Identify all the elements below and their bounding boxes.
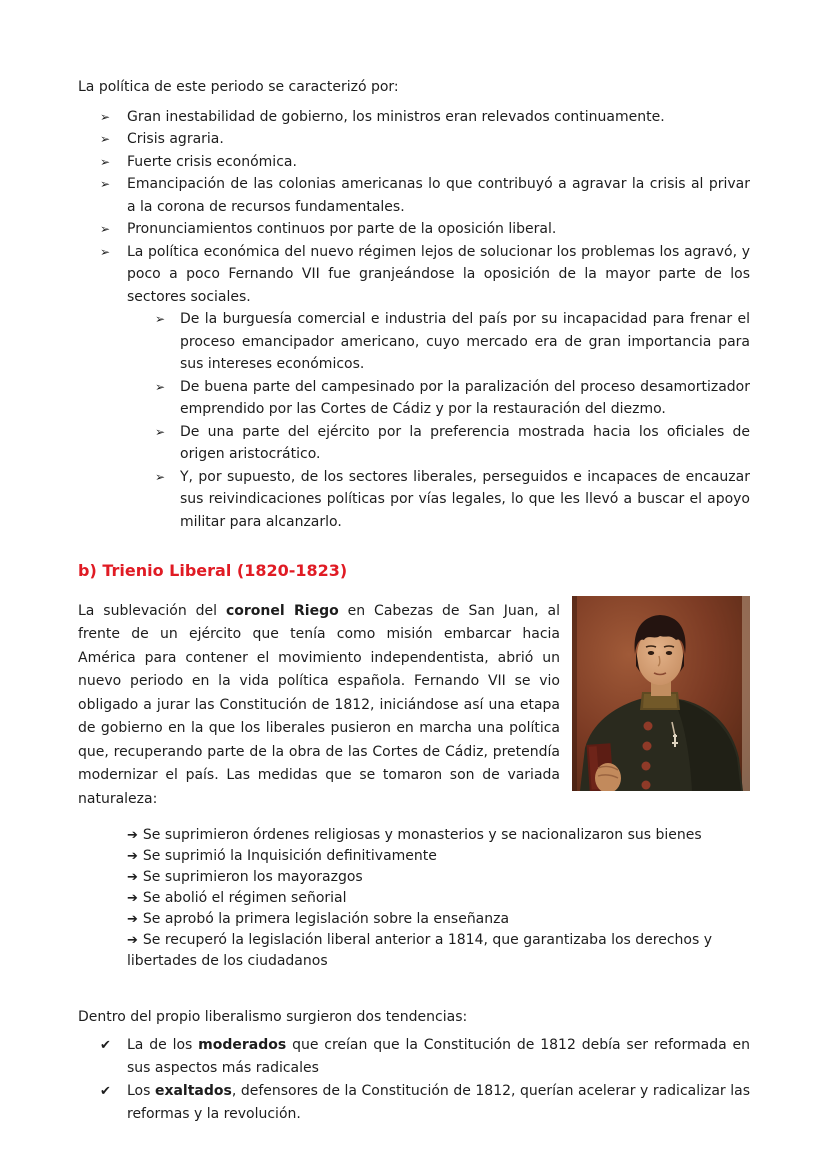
list-item	[78, 1034, 750, 1080]
triangle-bullet-icon: ➢	[155, 312, 166, 326]
list-item	[78, 106, 750, 129]
list-item	[127, 846, 750, 867]
list-item	[78, 376, 750, 421]
arrow-bullet-icon: ➔	[127, 870, 138, 885]
list-item	[78, 151, 750, 174]
list-item-text: Se suprimieron órdenes religiosas y monasterios y se nacionalizaron sus bienes	[142, 827, 702, 843]
item-text: que creían que la Constitución de 1812 debía ser reformada en sus aspectos más radicales	[127, 1036, 750, 1076]
list-item	[127, 888, 750, 909]
arrow-bullet-icon: ➔	[127, 912, 138, 927]
intro-lead: La política de este periodo se caracterizó por:	[78, 79, 399, 95]
trienio-paragraph	[78, 600, 560, 812]
list-item-text: De la burguesía comercial e industria del país por su incapacidad para frenar el proceso emancipador americano, cuyo mercado era de gran importancia para sus intereses económicos.	[180, 311, 750, 372]
list-item	[127, 909, 750, 930]
paragraph-text: La sublevación del	[78, 602, 226, 619]
list-item-text: La política económica del nuevo régimen lejos de solucionar los problemas los agravó, y poco a poco Fernando VII fue granjeándose la oposición de la mayor parte de los sectores sociales.	[127, 243, 750, 305]
list-item-text: Se suprimió la Inquisición definitivamente	[142, 848, 437, 864]
list-item-text: Se abolió el régimen señorial	[142, 890, 347, 906]
triangle-bullet-icon: ➢	[155, 469, 166, 484]
bold-term: moderados	[198, 1036, 287, 1053]
measures-list	[127, 825, 750, 972]
triangle-bullet-icon: ➢	[155, 424, 166, 439]
trienio-paragraph-row	[78, 600, 750, 812]
list-item	[78, 466, 750, 534]
list-item-text: Y, por supuesto, de los sectores liberales, perseguidos e incapaces de encauzar sus reivindicaciones políticas por vías legales, lo que les llevó a buscar el apoyo militar para alcanzarlo.	[180, 468, 750, 530]
list-item-text: Pronunciamientos continuos por parte de la oposición liberal.	[127, 221, 557, 237]
list-item-text: Emancipación de las colonias americanas lo que contribuyó a agravar la crisis al privar a la corona de recursos fundamentales.	[127, 176, 750, 215]
triangle-bullet-icon: ➢	[100, 177, 111, 191]
tendencias-lead: Dentro del propio liberalismo surgieron dos tendencias:	[78, 1009, 468, 1025]
list-item	[78, 241, 750, 309]
list-item-text	[127, 1080, 750, 1126]
list-item-text: De buena parte del campesinado por la paralización del proceso desamortizador emprendido por las Cortes de Cádiz y por la restauración del diezmo.	[180, 378, 750, 417]
triangle-bullet-icon: ➢	[100, 222, 111, 236]
triangle-bullet-icon: ➢	[100, 109, 111, 124]
list-item	[78, 421, 750, 466]
item-text: La de los	[127, 1036, 199, 1053]
intro-list	[78, 106, 750, 309]
list-item	[127, 867, 750, 888]
list-item-text: Gran inestabilidad de gobierno, los ministros eran relevados continuamente.	[127, 108, 665, 125]
arrow-bullet-icon: ➔	[127, 891, 138, 906]
item-text: , defensores de la Constitución de 1812, querían acelerar y radicalizar las reformas y la revolución.	[127, 1082, 750, 1122]
list-item-text: Se suprimieron los mayorazgos	[142, 869, 363, 885]
tendencias-list	[78, 1034, 750, 1126]
check-bullet-icon: ✔	[100, 1083, 111, 1099]
arrow-bullet-icon: ➔	[127, 933, 138, 948]
list-item-text: Se aprobó la primera legislación sobre la enseñanza	[142, 911, 510, 927]
check-bullet-icon: ✔	[100, 1037, 111, 1053]
section-heading: b) Trienio Liberal (1820-1823)	[78, 561, 348, 580]
list-item	[127, 825, 750, 846]
list-item	[78, 173, 750, 218]
intro-sublist	[78, 308, 750, 533]
triangle-bullet-icon: ➢	[100, 244, 111, 259]
riego-portrait-image	[572, 596, 750, 791]
portrait-painting-svg	[572, 596, 750, 791]
arrow-bullet-icon: ➔	[127, 828, 138, 843]
arrow-bullet-icon: ➔	[127, 849, 138, 864]
triangle-bullet-icon: ➢	[100, 154, 111, 169]
list-item	[127, 930, 750, 972]
list-item-text: Se recuperó la legislación liberal anterior a 1814, que garantizaba los derechos y libertades de los ciudadanos	[127, 932, 713, 969]
bold-term: coronel Riego	[225, 602, 339, 619]
triangle-bullet-icon: ➢	[100, 132, 111, 146]
list-item	[78, 218, 750, 241]
list-item-text	[127, 1034, 750, 1080]
triangle-bullet-icon: ➢	[155, 379, 166, 394]
list-item	[78, 1080, 750, 1126]
list-item-text: De una parte del ejército por la preferencia mostrada hacia los oficiales de origen aristocrático.	[180, 423, 750, 462]
paragraph-text: en Cabezas de San Juan, al frente de un ejército que tenía como misión embarcar hacia América para contener el movimiento independentista, abrió un nuevo periodo en la vida política española. Fernando VII se vio obligado a jurar las Constitución de 1812, iniciándose así una etapa de gobierno en la que los liberales pusieron en marcha una política que, recuperando parte de la obra de las Cortes de Cádiz, pretendía modernizar el país. Las medidas que se tomaron son de variada naturaleza:	[78, 602, 560, 807]
list-item-text: Fuerte crisis económica.	[127, 153, 297, 170]
list-item-text: Crisis agraria.	[127, 131, 224, 147]
item-text: Los	[127, 1082, 155, 1099]
bold-term: exaltados	[154, 1082, 232, 1099]
list-item	[78, 308, 750, 376]
list-item	[78, 128, 750, 151]
